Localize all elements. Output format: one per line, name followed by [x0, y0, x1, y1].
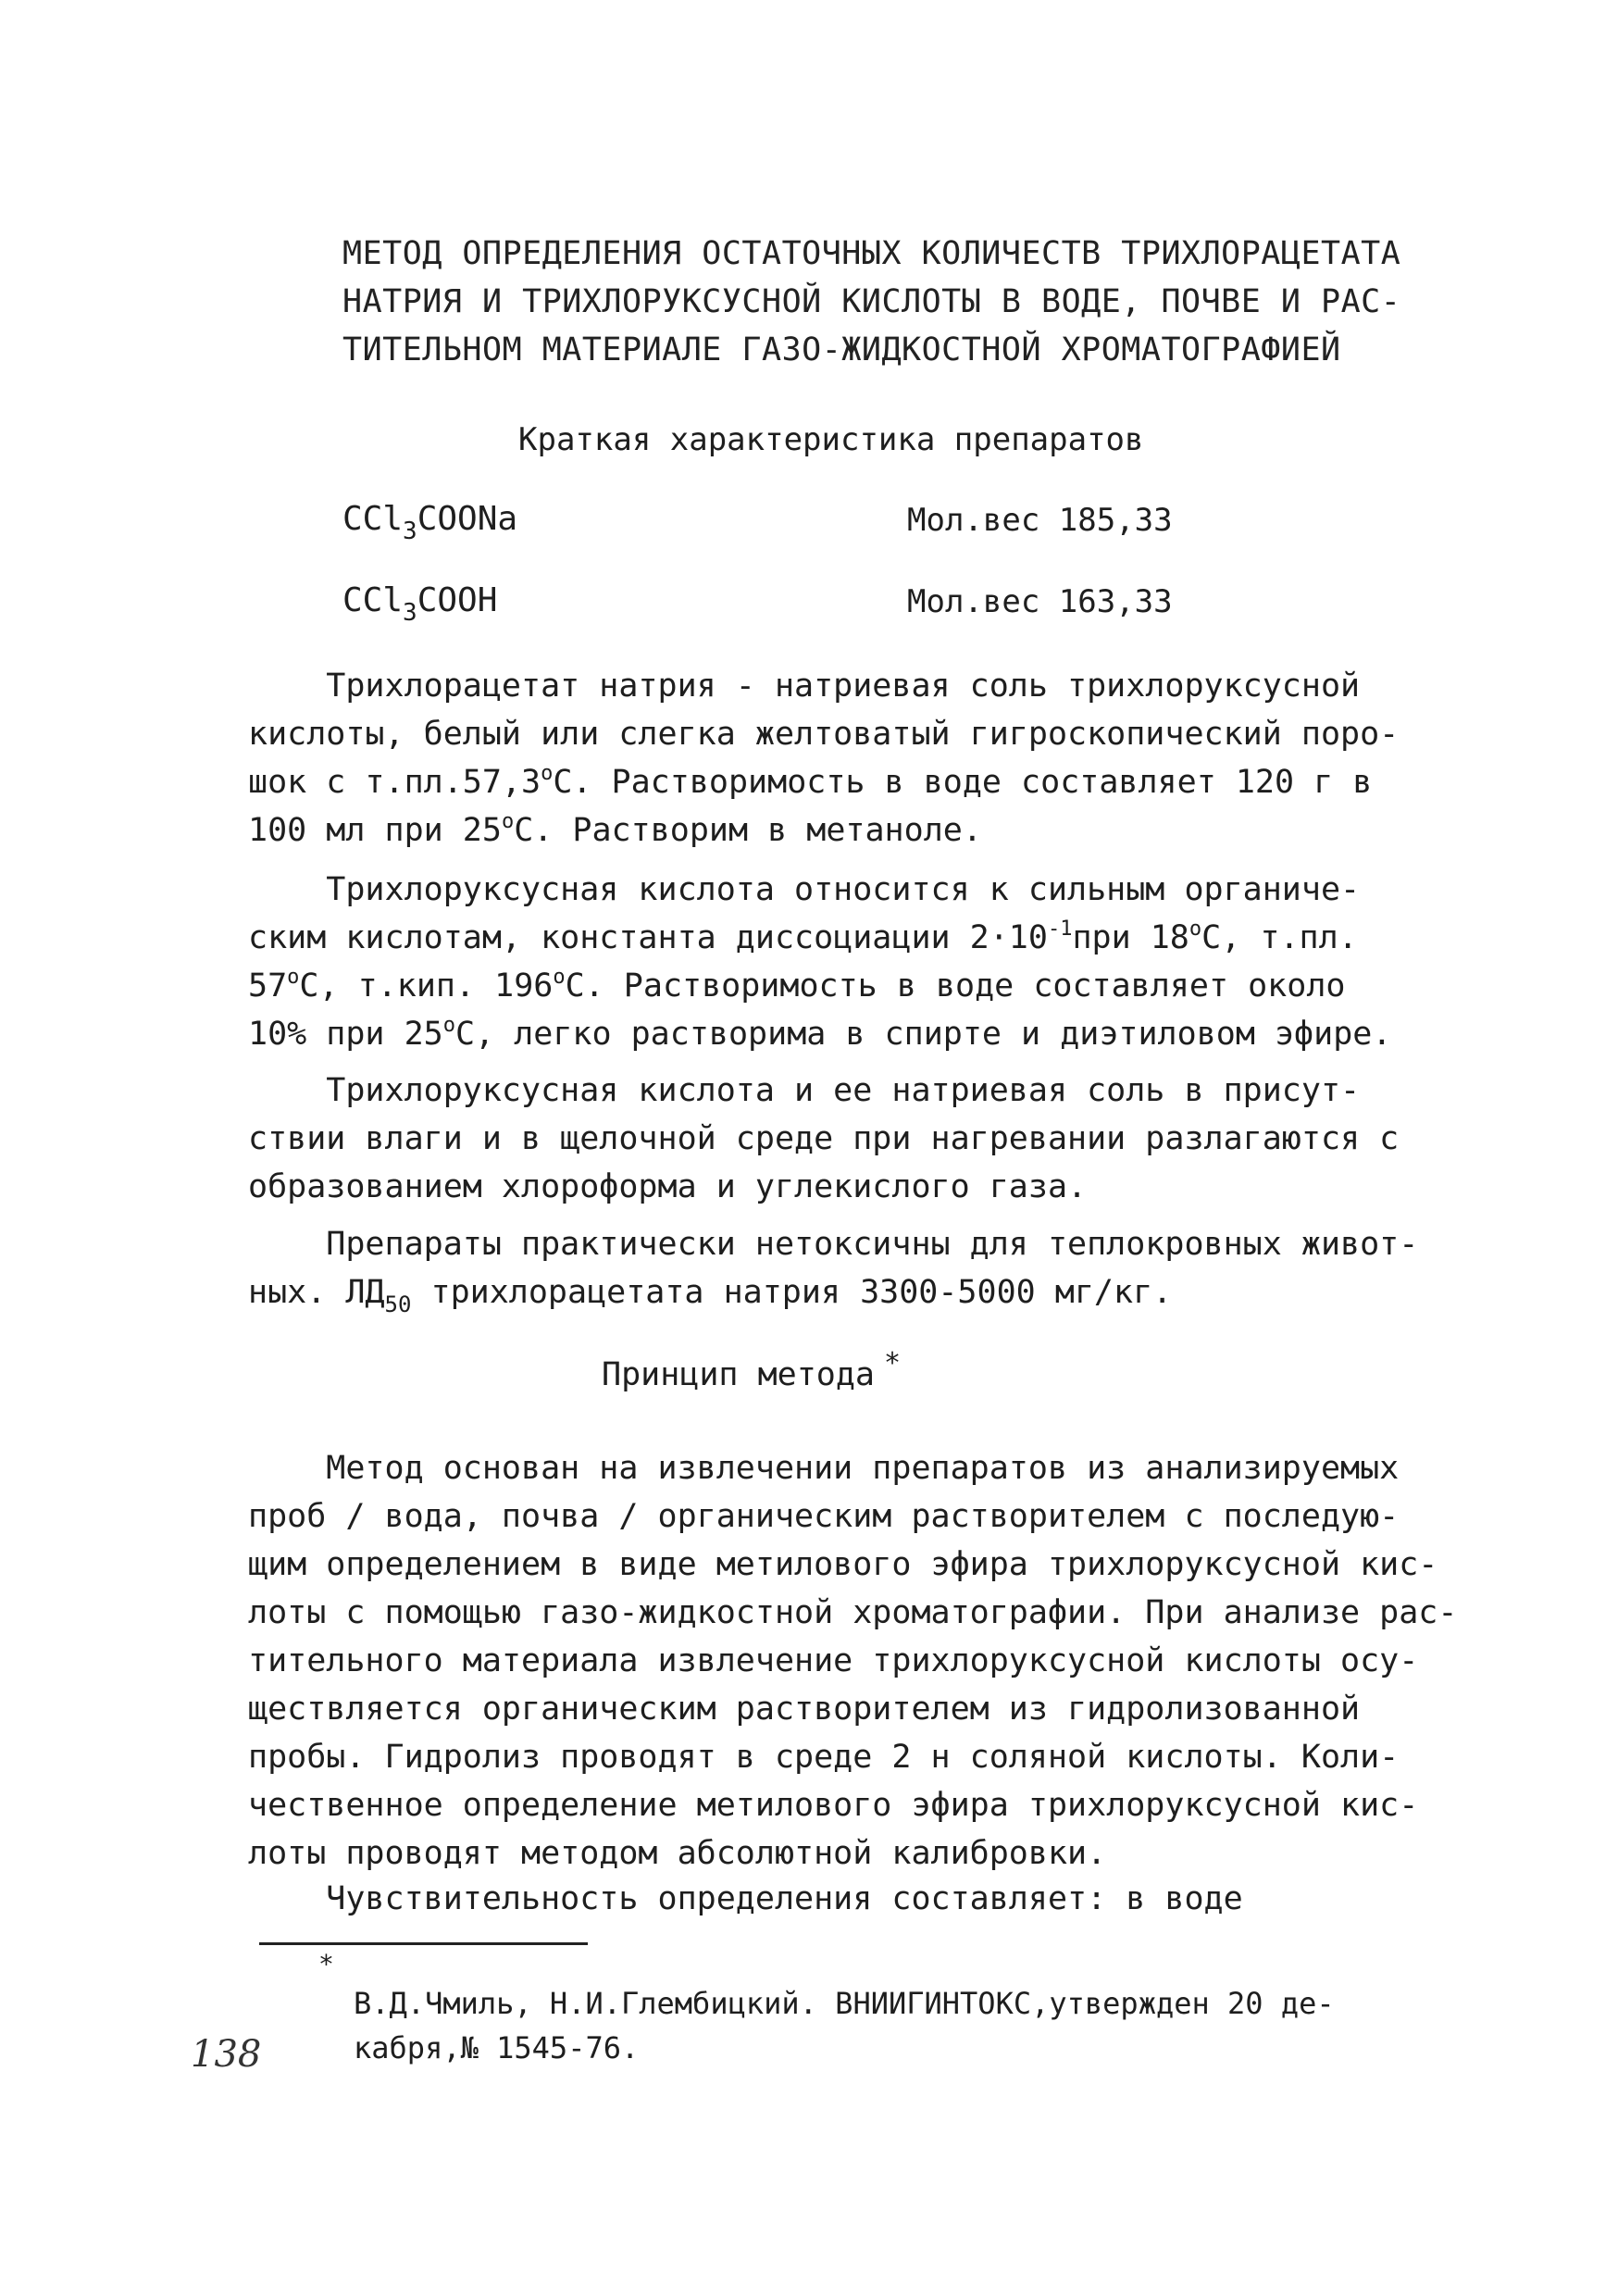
formula-trichloroacetic-acid: CCl$_3$COOH	[342, 581, 498, 627]
section-heading-principle: Принцип метода *	[602, 1347, 902, 1393]
paragraph-sodium-salt: Трихлорацетат натрия - натриевая соль трихлоруксусной кислоты, белый или слегка желтоватый гигроскопический поро- шок с $т.пл.57,3^оС$. Растворимость в воде составляет 120 г в 100 мл при $25^оС$. Растворим в метаноле.	[248, 668, 1400, 849]
title-line: НАТРИЯ И ТРИХЛОРУКСУСНОЙ КИСЛОТЫ В ВОДЕ, ПОЧВЕ И РАС-	[342, 283, 1401, 320]
paragraph-decomposition: Трихлоруксусная кислота и ее натриевая соль в присут- ствии влаги и в щелочной среде при нагревании разлагаются с образованием хлороформа и углекислого газа.	[248, 1072, 1400, 1205]
footnote-divider	[259, 1942, 588, 1945]
paragraph-acid: Трихлоруксусная кислота относится к сильным органиче- ским кислотам, константа диссоциации $2\cdot 10^{-1}при$ $18^оС$, т.пл. $57^оС$, т.кип. $196^оС$. Растворимость в воде составляет около 10% при $25^оС$, легко растворима в спирте и диэтиловом эфире.	[248, 871, 1392, 1053]
paragraph-toxicity: Препараты практически нетоксичны для теплокровных живот- ных. $ЛД_{50}$ трихлорацетата натрия 3300-5000 мг/кг.	[248, 1226, 1419, 1317]
section-subtitle: Краткая характеристика препаратов	[518, 421, 1144, 458]
title-line: ТИТЕЛЬНОМ МАТЕРИАЛЕ ГАЗО-ЖИДКОСТНОЙ ХРОМАТОГРАФИЕЙ	[342, 331, 1341, 368]
formula-sodium-trichloroacetate: CCl$_3$COONa	[342, 500, 518, 545]
paragraph-sensitivity: Чувствительность определения составляет: в воде	[248, 1880, 1243, 1917]
footnote-marker: *	[318, 1949, 334, 1979]
mol-weight-sodium-trichloroacetate: Мол.вес 185,33	[907, 502, 1173, 539]
paragraph-method-principle: Метод основан на извлечении препаратов из анализируемых проб / вода, почва / органическим растворителем с последую- щим определением в виде метилового эфира трихлоруксусной кис- лоты с помощью газо-жидкостной хроматографии. При анализе рас- тительного материала извлечение трихлоруксусной кислоты осу- ществляется органическим растворителем из гидролизованной пробы. Гидролиз проводят в среде 2 н соляной кислоты. Коли- чественное определение метилового эфира трихлоруксусной кис- лоты проводят методом абсолютной калибровки.	[248, 1450, 1458, 1872]
page-number: 138	[191, 2033, 262, 2076]
title-line: МЕТОД ОПРЕДЕЛЕНИЯ ОСТАТОЧНЫХ КОЛИЧЕСТВ ТРИХЛОРАЦЕТАТА	[342, 235, 1401, 272]
document-title	[342, 230, 1401, 374]
footnote-text: В.Д.Чмиль, Н.И.Глембицкий. ВНИИГИНТОКС,утвержден 20 де- кабря,№ 1545-76.	[354, 1986, 1335, 2065]
footnote-reference: *	[884, 1347, 902, 1379]
mol-weight-trichloroacetic-acid: Мол.вес 163,33	[907, 583, 1173, 620]
